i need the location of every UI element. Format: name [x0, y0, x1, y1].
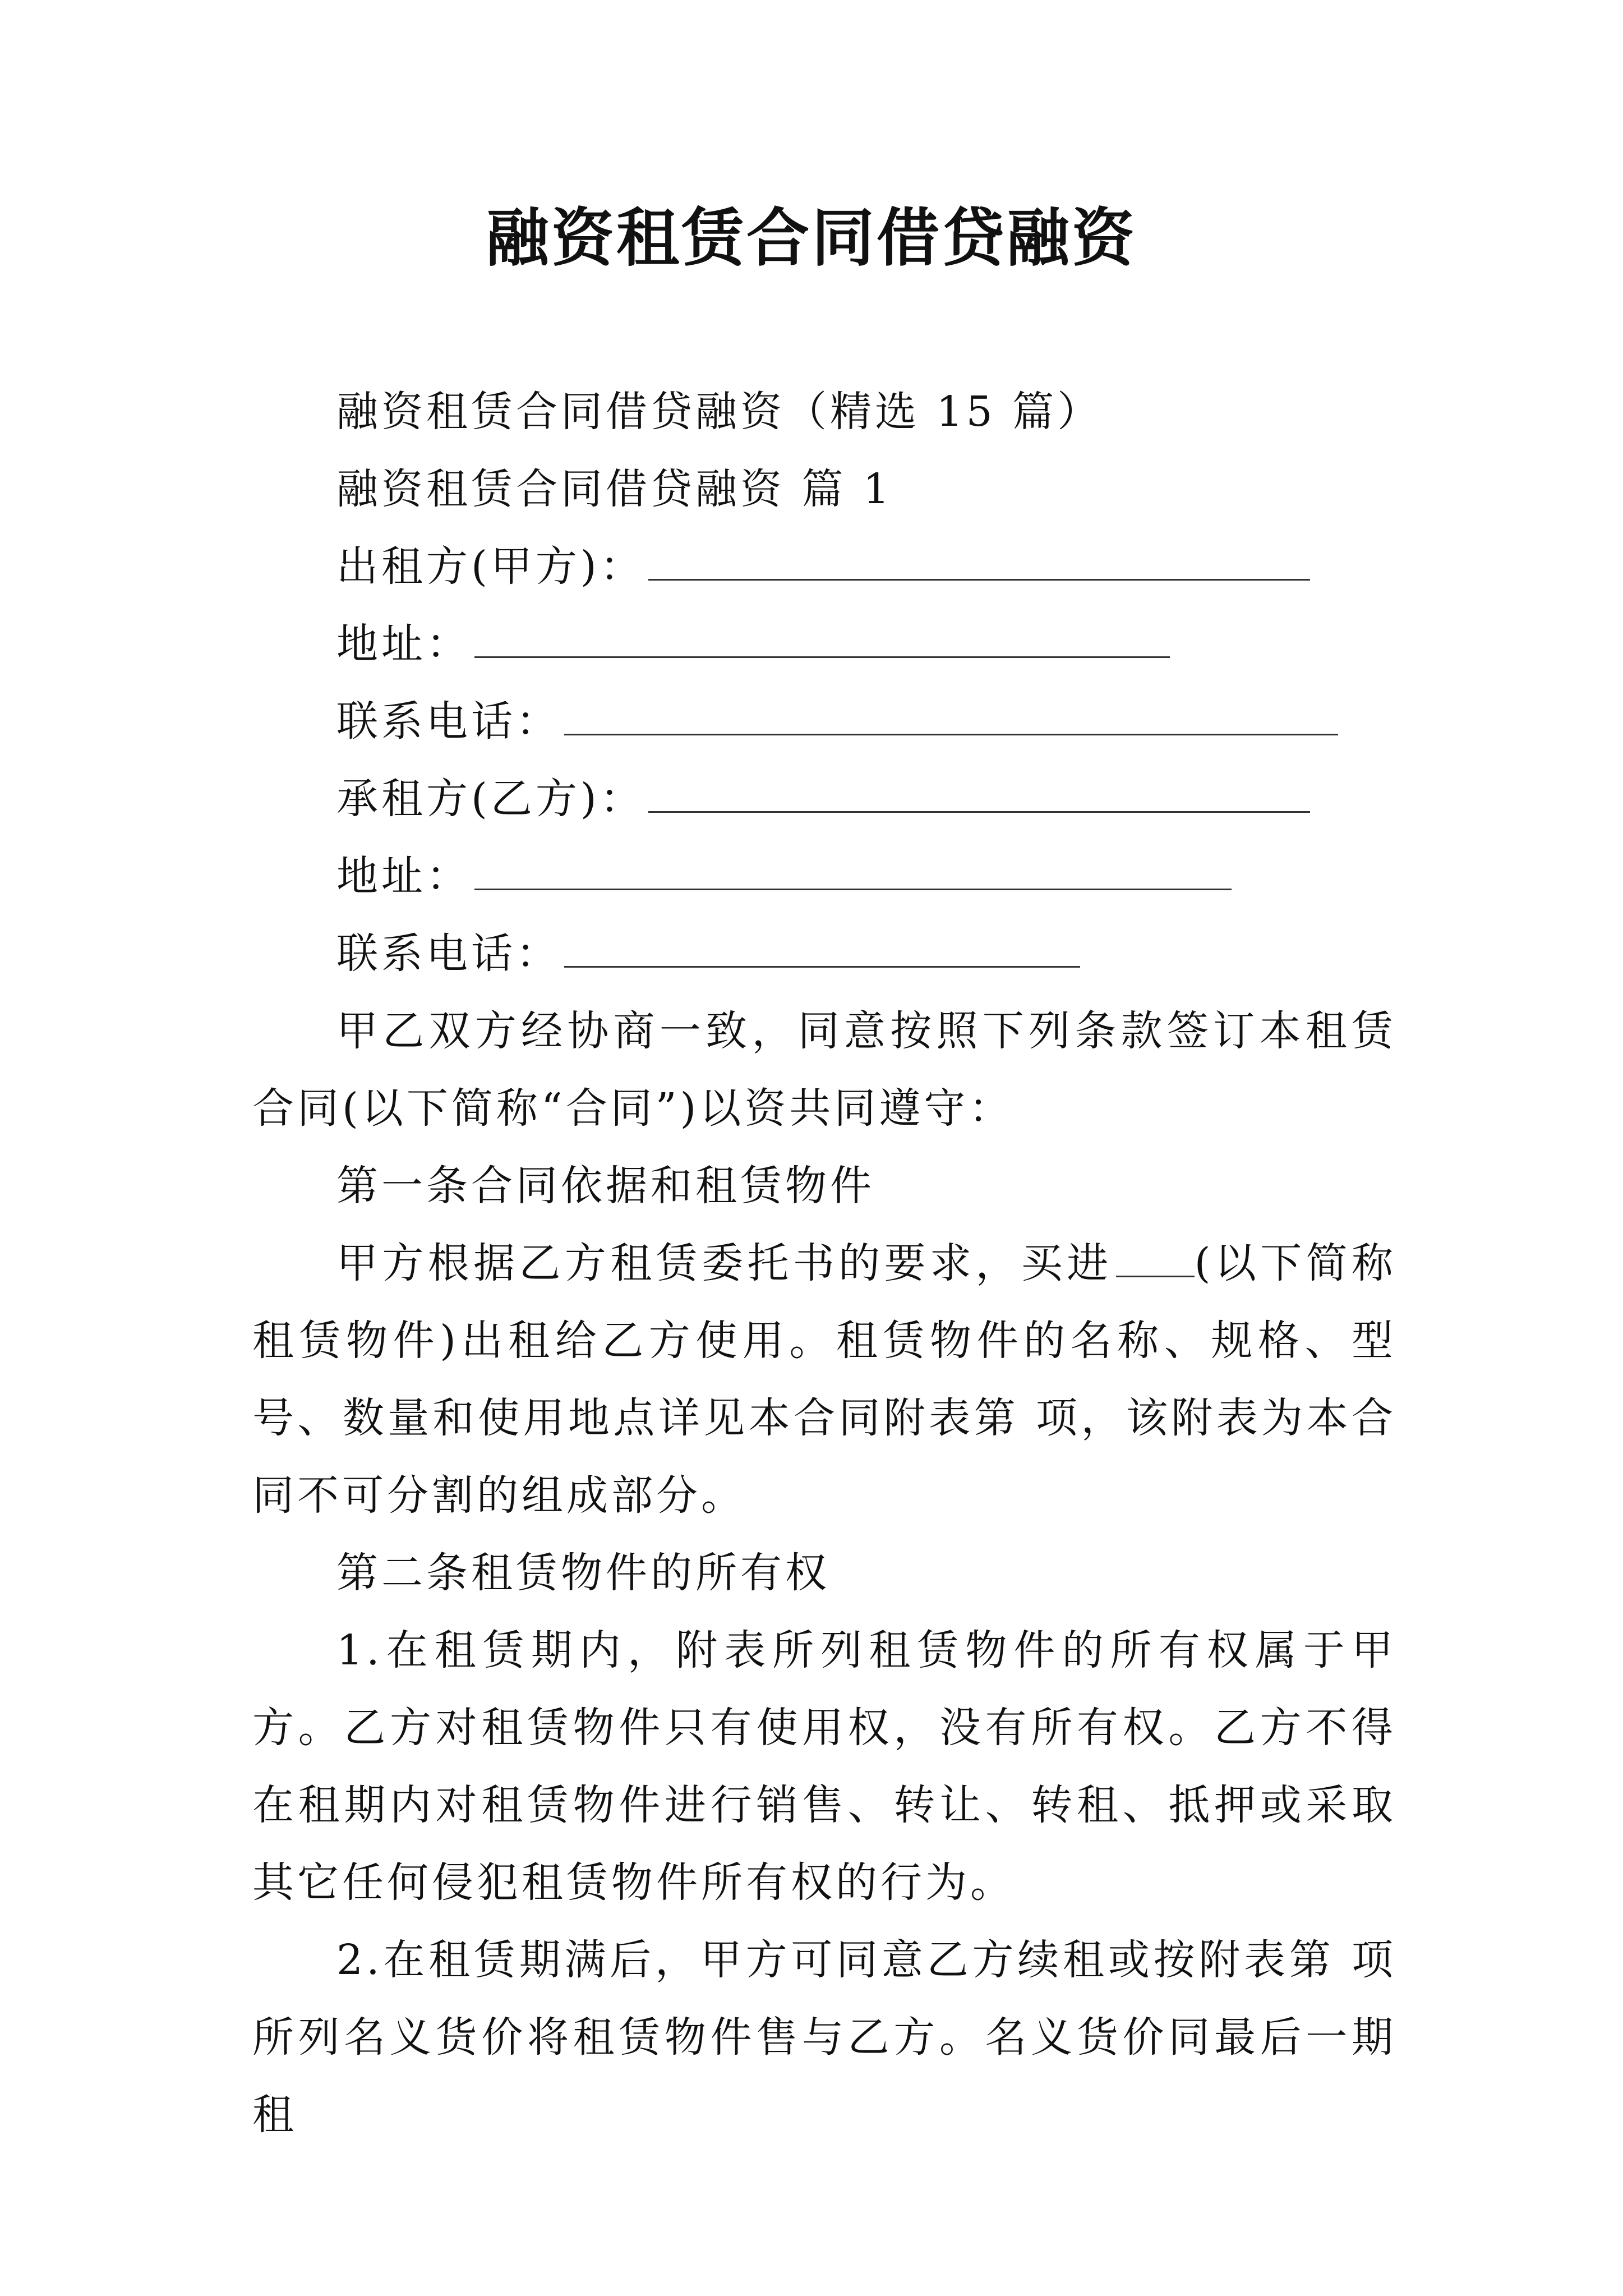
lessor-blank [648, 528, 1310, 581]
lessor-phone-blank [564, 683, 1338, 735]
lessee-label: 承租方(乙方)： [336, 775, 645, 823]
article2-paragraph-1: 1.在租赁期内，附表所列租赁物件的所有权属于甲方。乙方对租赁物件只有使用权，没有所有权。乙方不得在租期内对租赁物件进行销售、转让、转租、抵押或采取其它任何侵犯租赁物件所有权的行为。 [252, 1626, 1396, 1907]
lessor-address-label: 地址： [336, 620, 471, 668]
lessee-address-field [252, 838, 1396, 915]
article1-heading: 第一条合同依据和租赁物件 [336, 1162, 875, 1210]
article2-paragraph-2: 2.在租赁期满后，甲方可同意乙方续租或按附表第 项所列名义货价将租赁物件售与乙方。名义货价同最后一期租 [252, 1936, 1396, 2139]
article1-paragraph [252, 1225, 1396, 1534]
lessee-address-label: 地址： [336, 852, 471, 900]
lessor-address-blank [474, 606, 1170, 658]
lessor-phone-field [252, 683, 1396, 760]
article1-text-before-blank: 甲方根据乙方租赁委托书的要求，买进 [336, 1239, 1113, 1287]
article1-text-after-blank: (以下简称租赁物件)出租给乙方使用。租赁物件的名称、规格、型号、数量和使用地点详见本合同附表第 项，该附表为本合同不可分割的组成部分。 [252, 1239, 1396, 1520]
lessee-address-blank [474, 838, 1232, 890]
article2-heading: 第二条租赁物件的所有权 [336, 1549, 830, 1597]
document-body [252, 373, 1396, 2154]
subtitle: 融资租赁合同借贷融资（精选 15 篇） [336, 388, 1103, 436]
lessor-address-field [252, 605, 1396, 683]
lessor-phone-label: 联系电话： [336, 697, 561, 746]
lessee-phone-field [252, 915, 1396, 992]
lessee-phone-blank [564, 915, 1080, 968]
section-heading: 融资租赁合同借贷融资 篇 1 [336, 465, 893, 513]
intro-paragraph: 甲乙双方经协商一致，同意按照下列条款签订本租赁合同(以下简称“合同”)以资共同遵守： [252, 1007, 1396, 1133]
lessee-blank [648, 761, 1310, 813]
lessor-label: 出租方(甲方)： [336, 542, 645, 591]
lessee-phone-label: 联系电话： [336, 930, 561, 978]
article1-blank [1116, 1225, 1195, 1277]
lessor-field [252, 528, 1396, 605]
lessee-field [252, 760, 1396, 838]
document-title: 融资租赁合同借贷融资 [486, 201, 1137, 275]
